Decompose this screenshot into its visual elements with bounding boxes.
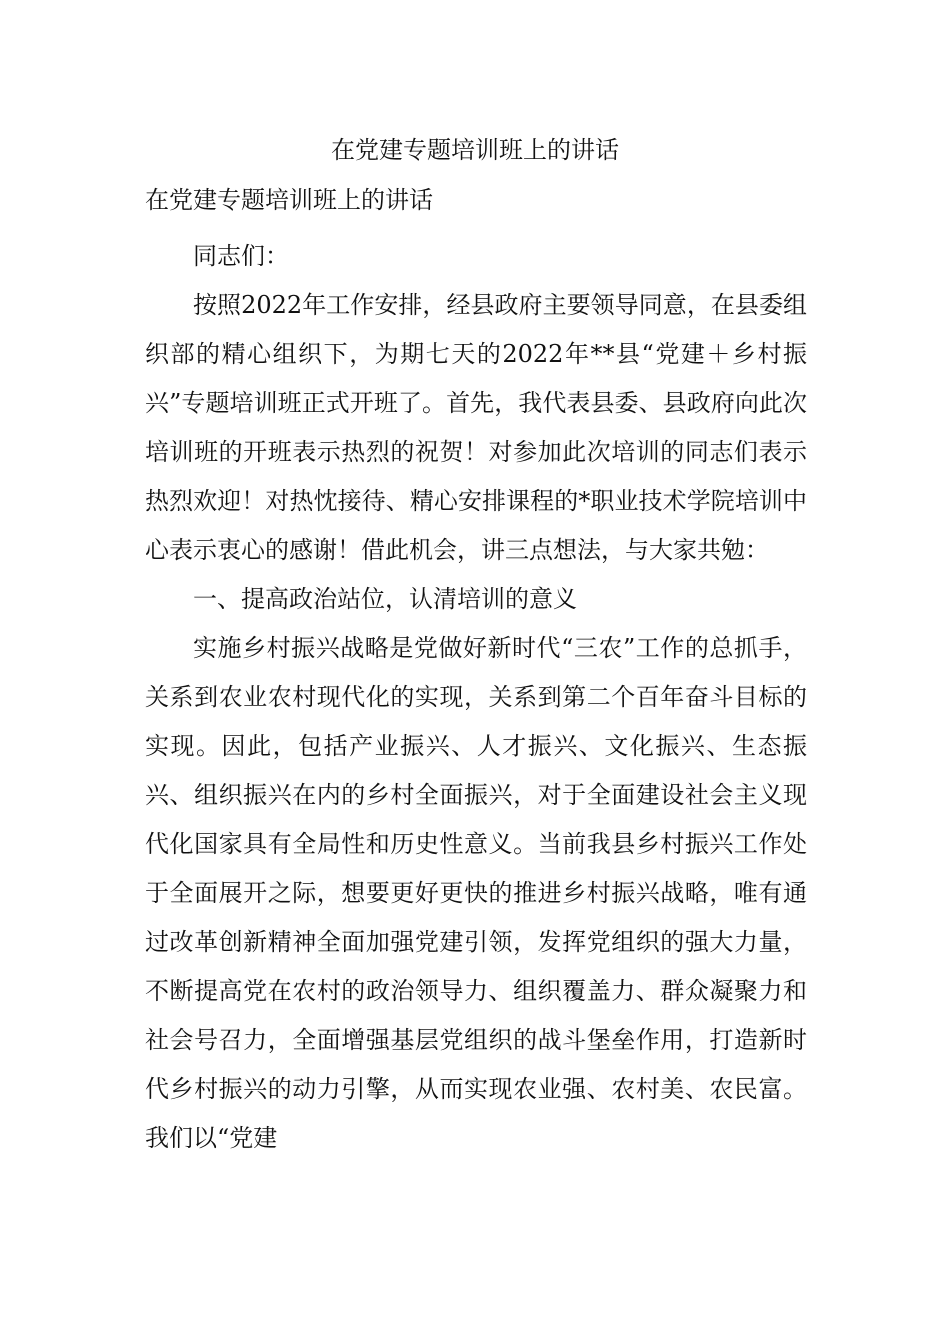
document-title: 在党建专题培训班上的讲话 [331,136,619,164]
salutation: 同志们： [193,242,289,270]
section-heading-1: 一、提高政治站位，认清培训的意义 [193,585,577,613]
opening-paragraph: 按照2022年工作安排，经县政府主要领导同意，在县委组织部的精心组织下，为期七天的2022年**县“党建＋乡村振兴”专题培训班正式开班了。首先，我代表县委、县政府向此次培训班的开班表示热烈的祝贺！对参加此次培训的同志们表示热烈欢迎！对热忱接待、精心安排课程的*职业技术学院培训中心表示衷心的感谢！借此机会，讲三点想法，与大家共勉： [145,291,807,564]
document-subtitle: 在党建专题培训班上的讲话 [145,186,433,214]
section-1-paragraph: 实施乡村振兴战略是党做好新时代“三农”工作的总抓手，关系到农业农村现代化的实现，关系到第二个百年奋斗目标的实现。因此，包括产业振兴、人才振兴、文化振兴、生态振兴、组织振兴在内的乡村全面振兴，对于全面建设社会主义现代化国家具有全局性和历史性意义。当前我县乡村振兴工作处于全面展开之际，想要更好更快的推进乡村振兴战略，唯有通过改革创新精神全面加强党建引领，发挥党组织的强大力量，不断提高党在农村的政治领导力、组织覆盖力、群众凝聚力和社会号召力，全面增强基层党组织的战斗堡垒作用，打造新时代乡村振兴的动力引擎，从而实现农业强、农村美、农民富。我们以“党建 [145,634,807,1152]
document-body [145,232,807,1163]
